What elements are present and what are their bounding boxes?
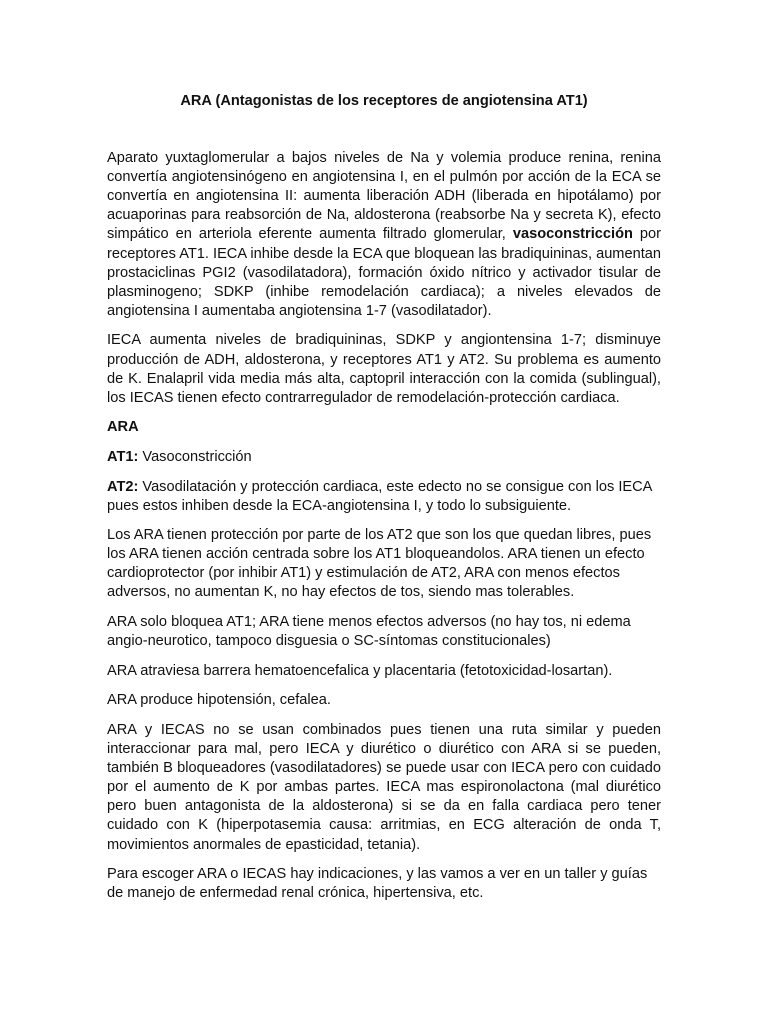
paragraph-escoger: Para escoger ARA o IECAS hay indicaciones, y las vamos a ver en un taller y guías de manejo de enfermedad renal crónica, hipertensiva, etc. [107, 866, 648, 902]
paragraph-ara-iecas-combinados: ARA y IECAS no se usan combinados pues tienen una ruta similar y pueden interaccionar para mal, pero IECA y diurético o diurético con ARA si se pueden, también B bloqueadores (vasodilatadores) se puede usar con IECA pero con cuidado por el aumento de K por ambas partes. IECA mas espironolactona (mal diurético pero buen antagonista de la aldosterona) si se da en falla cardiaca pero tener cuidado con K (hiperpotasemia causa: arritmias, en ECG alteración de onda T, movimientos anormales de epasticidad, tetania). [107, 721, 661, 853]
section-heading-ara: ARA [107, 419, 139, 436]
bold-vasoconstriccion: vasoconstricción [512, 226, 633, 243]
paragraph-ara-hipotension: ARA produce hipotensión, cefalea. [107, 692, 331, 709]
at2-text: Vasodilatación y protección cardiaca, este edecto no se consigue con los IECA pues estos inhiben desde la ECA-angiotensina I, y todo lo subsiguiente. [107, 478, 652, 514]
at1-label: AT1: [107, 448, 139, 465]
paragraph-los-ara: Los ARA tienen protección por parte de los AT2 que son los que quedan libres, pues los ARA tienen acción centrada sobre los AT1 bloqueandolos. ARA tienen un efecto cardioprotector (por inhibir AT1) y estimulación de AT2, ARA con menos efectos adversos, no aumentan K, no hay efectos de tos, siendo mas tolerables. [107, 527, 652, 601]
at1-text: Vasoconstricción [138, 448, 252, 465]
document-page [107, 92, 661, 914]
paragraph-at2 [107, 478, 661, 516]
paragraph-renina [107, 149, 661, 321]
paragraph-ara-barrera: ARA atraviesa barrera hematoencefalica y placentaria (fetotoxicidad-losartan). [107, 662, 613, 679]
document-title: ARA (Antagonistas de los receptores de angiotensina AT1) [180, 93, 588, 109]
paragraph-renina-text-b: por receptores AT1. IECA inhibe desde la ECA que bloquean las bradiquininas, aumentan prostaciclinas PGI2 (vasodilatadora), formación óxido nítrico y activador tisular de plasminogeno; SDKP (inhibe remodelación cardiaca); a niveles elevados de angiotensina I aumentaba angiotensina 1-7 (vasodilatador). [107, 226, 661, 319]
at2-label: AT2: [107, 478, 139, 495]
paragraph-ara-solo: ARA solo bloquea AT1; ARA tiene menos efectos adversos (no hay tos, ni edema angio-neurotico, tampoco disguesia o SC-síntomas constitucionales) [107, 614, 631, 650]
paragraph-ieca: IECA aumenta niveles de bradiquininas, SDKP y angiontensina 1-7; disminuye producción de ADH, aldosterona, y receptores AT1 y AT2. Su problema es aumento de K. Enalapril vida media más alta, captopril interacción con la comida (sublingual), los IECAS tienen efecto contrarregulador de remodelación-protección cardiaca. [107, 332, 661, 406]
paragraph-renina-text-a: Aparato yuxtaglomerular a bajos niveles de Na y volemia produce renina, renina convertía angiotensinógeno en angiotensina I, en el pulmón por acción de la ECA se convertía en angiotensina II: aumenta liberación ADH (liberada en hipotálamo) por acuaporinas para reabsorción de Na, aldosterona (reabsorbe Na y secreta K), efecto simpático en arteriola eferente aumenta filtrado glomerular, [107, 150, 661, 243]
paragraph-at1 [107, 448, 661, 467]
